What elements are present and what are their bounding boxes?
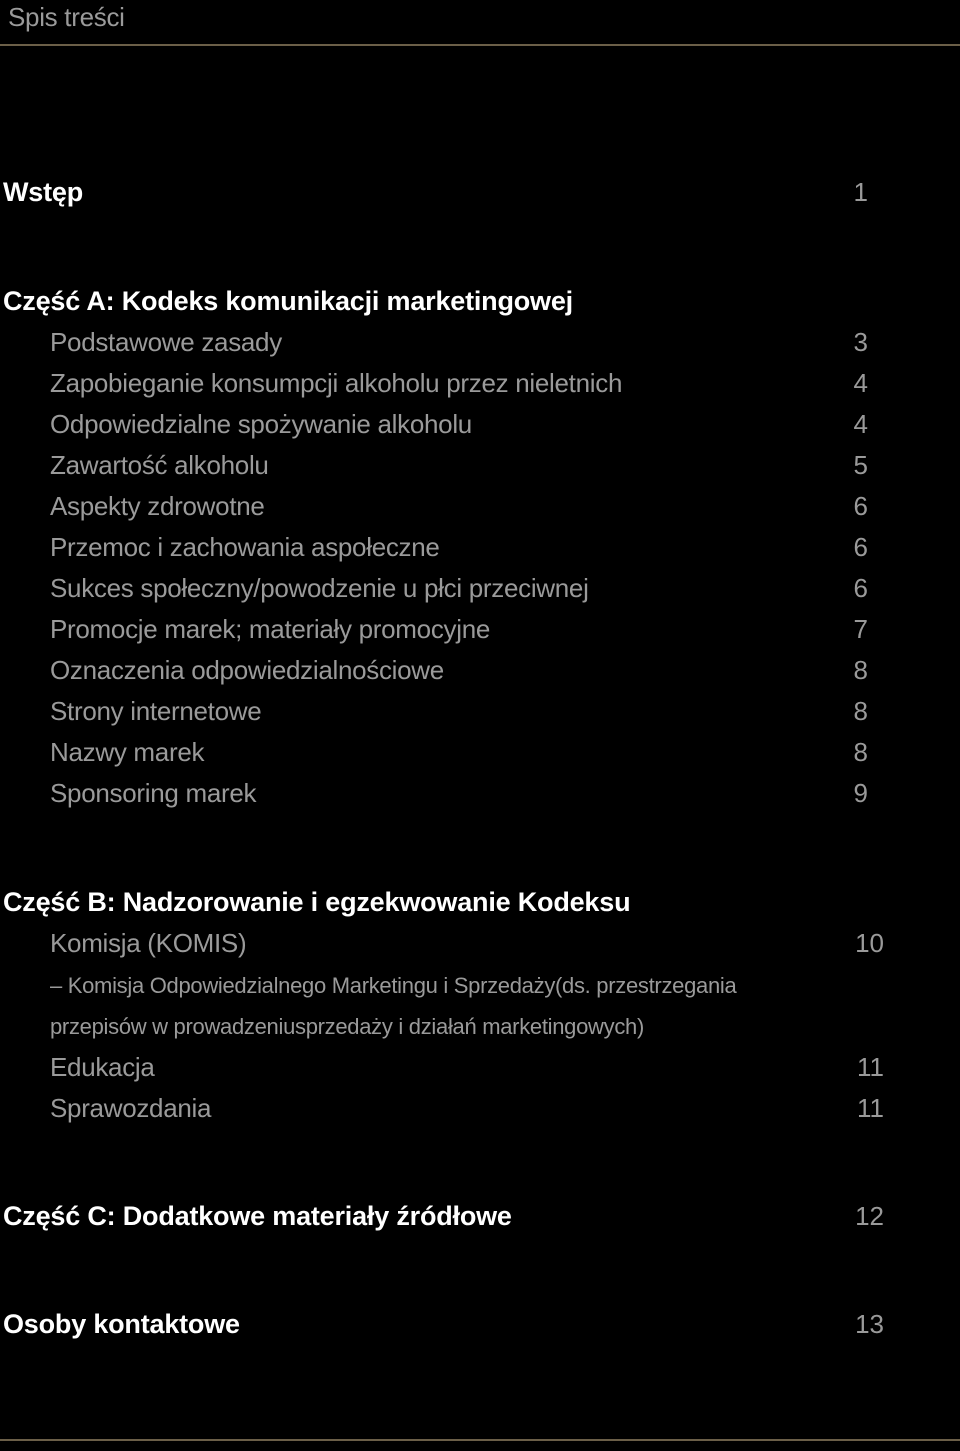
toc-entry[interactable] [0, 404, 960, 444]
toc-section-title: Część C: Dodatkowe materiały źródłowe [3, 1201, 512, 1231]
toc-entry[interactable] [0, 1047, 960, 1087]
footer-divider [0, 1439, 960, 1441]
toc-section-title: Osoby kontaktowe [3, 1309, 240, 1339]
toc-page-number: 10 [855, 928, 884, 958]
toc-entry[interactable] [0, 650, 960, 690]
toc-section-title: Część B: Nadzorowanie i egzekwowanie Kodeksu [3, 887, 631, 917]
page-title: Spis treści [8, 2, 125, 32]
toc-entry-label: Promocje marek; materiały promocyjne [50, 614, 491, 644]
toc-note-line: przepisów w prowadzeniusprzedaży i działań marketingowych) [50, 1014, 644, 1039]
toc-entry[interactable] [0, 363, 960, 403]
toc-entry-label: Nazwy marek [50, 737, 205, 767]
toc-entry[interactable] [0, 486, 960, 526]
toc-entry-label: Sukces społeczny/powodzenie u płci przeciwnej [50, 573, 589, 603]
toc-entry-label: Edukacja [50, 1052, 155, 1082]
toc-page-number: 4 [853, 368, 868, 398]
toc-section-a-heading[interactable] [0, 281, 960, 321]
toc-page-number: 6 [853, 491, 868, 521]
toc-page-number: 1 [853, 177, 868, 207]
toc-page-number: 6 [853, 573, 868, 603]
toc-entry-label: Przemoc i zachowania aspołeczne [50, 532, 440, 562]
toc-entry-label: Komisja (KOMIS) [50, 928, 247, 958]
toc-entry-label: Zawartość alkoholu [50, 450, 269, 480]
toc-entry[interactable] [0, 445, 960, 485]
toc-entry-label: Aspekty zdrowotne [50, 491, 265, 521]
toc-entry-komisja[interactable] [0, 923, 960, 963]
toc-entry-label: Zapobieganie konsumpcji alkoholu przez nieletnich [50, 368, 623, 398]
toc-entry[interactable] [0, 773, 960, 813]
toc-entry[interactable] [0, 732, 960, 772]
toc-note-line: – Komisja Odpowiedzialnego Marketingu i Sprzedaży(ds. przestrzegania [50, 973, 737, 998]
toc-page-number: 13 [855, 1309, 884, 1339]
toc-page-number: 8 [853, 696, 868, 726]
toc-section-title: Część A: Kodeks komunikacji marketingowej [3, 286, 573, 316]
toc-page-number: 7 [853, 614, 868, 644]
toc-page-number: 6 [853, 532, 868, 562]
toc-entry-label: Podstawowe zasady [50, 327, 282, 357]
toc-page-number: 8 [853, 655, 868, 685]
header-divider [0, 44, 960, 46]
toc-page-number: 9 [853, 778, 868, 808]
toc-entry-label: Sponsoring marek [50, 778, 257, 808]
toc-entry-part-c[interactable] [0, 1196, 960, 1236]
toc-page-number: 4 [853, 409, 868, 439]
toc-entry-label: Strony internetowe [50, 696, 262, 726]
toc-entry[interactable] [0, 568, 960, 608]
toc-page-number: 12 [855, 1201, 884, 1231]
toc-entry-label: Sprawozdania [50, 1093, 212, 1123]
toc-entry[interactable] [0, 691, 960, 731]
toc-page-number: 11 [857, 1052, 884, 1082]
toc-page-number: 8 [853, 737, 868, 767]
toc-entry[interactable] [0, 1088, 960, 1128]
toc-page-number: 3 [853, 327, 868, 357]
toc-entry-label: Odpowiedzialne spożywanie alkoholu [50, 409, 472, 439]
toc-entry[interactable] [0, 527, 960, 567]
toc-section-b-heading[interactable] [0, 882, 960, 922]
toc-section-title: Wstęp [3, 177, 84, 207]
toc-entry-label: Oznaczenia odpowiedzialnościowe [50, 655, 444, 685]
toc-page-number: 5 [853, 450, 868, 480]
toc-entry[interactable] [0, 609, 960, 649]
toc-entry-note [0, 1007, 960, 1047]
toc-entry-intro[interactable] [0, 172, 960, 212]
toc-entry[interactable] [0, 322, 960, 362]
toc-entry-note [0, 966, 960, 1006]
toc-entry-contacts[interactable] [0, 1304, 960, 1344]
toc-page-number: 11 [857, 1093, 884, 1123]
